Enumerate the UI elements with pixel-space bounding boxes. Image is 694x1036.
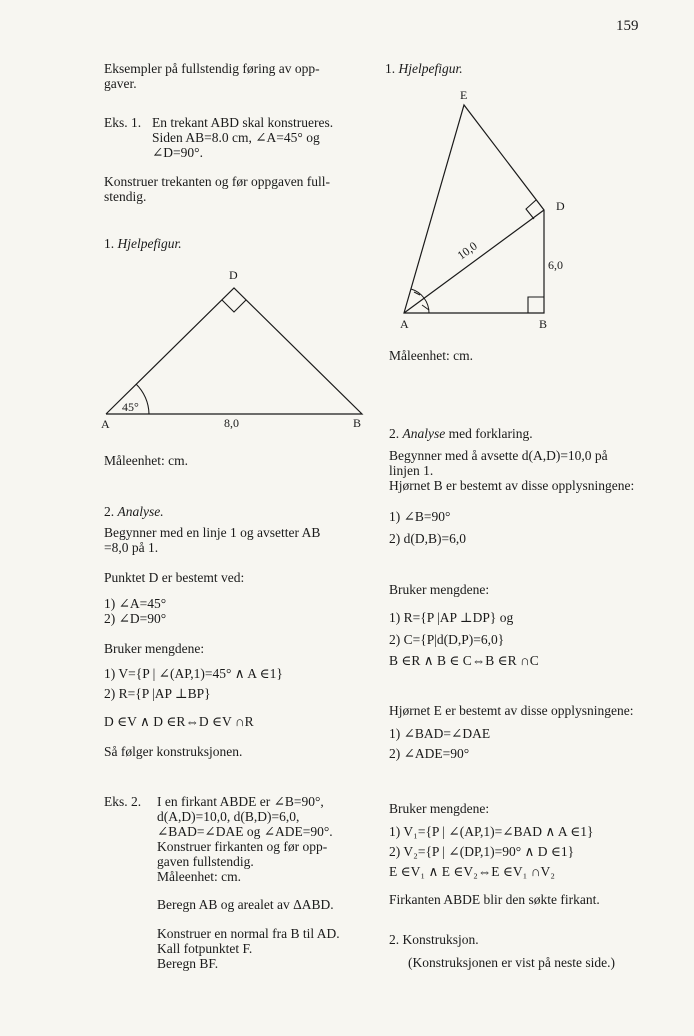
set-r: 2) R={P |AP ⊥BP} (104, 686, 211, 701)
label-a: A (101, 417, 110, 431)
diagonal-ad (404, 210, 544, 313)
eks2-line-4: Konstruer firkanten og før opp- (157, 839, 328, 854)
konstruksjon-note: (Konstruksjonen er vist på neste side.) (408, 955, 615, 970)
hjelpefigur-heading-left: 1. Hjelpefigur. (104, 236, 182, 251)
analyse-heading-right: 2. Analyse med forklaring. (389, 426, 533, 441)
label-d-right: D (556, 199, 565, 213)
eks2-label: Eks. 2. (104, 794, 142, 809)
eks2-line-2: d(A,D)=10,0, d(B,D)=6,0, (157, 809, 300, 824)
angle-arc-bad (424, 298, 429, 313)
konstruksjon-heading: 2. Konstruksjon. (389, 932, 479, 947)
intro-line-2: gaver. (104, 76, 137, 91)
set-v2: 2) V₂={P | ∠(DP,1)=90° ∧ D ∈1} (389, 844, 575, 859)
eks1-line-1: En trekant ABD skal konstrueres. (152, 115, 334, 130)
label-b-right: B (539, 317, 548, 331)
punkt-d-text: Punktet D er bestemt ved: (104, 570, 245, 585)
b-condition-2: 2) d(D,B)=6,0 (389, 531, 466, 546)
set-r-right: 1) R={P |AP ⊥DP} og (389, 610, 514, 625)
analyse-line-1: Begynner med en linje 1 og avsetter AB (104, 525, 321, 540)
label-a-right: A (400, 317, 409, 331)
e-intersection: E ∈V₁ ∧ E ∈V₂⇔E ∈V₁ ∩V₂ (389, 864, 555, 879)
e-condition-2: 2) ∠ADE=90° (389, 746, 470, 761)
eks2-line-5: gaven fullstendig. (157, 854, 254, 869)
condition-2: 2) ∠D=90° (104, 611, 167, 626)
normal-line-2: Kall fotpunktet F. (157, 941, 253, 956)
hjelpefigur-heading-right: 1. Hjelpefigur. (385, 61, 463, 76)
label-d: D (229, 268, 238, 282)
set-v: 1) V={P | ∠(AP,1)=45° ∧ A ∈1} (104, 666, 283, 681)
normal-line-3: Beregn BF. (157, 956, 219, 971)
beregn-ab-text: Beregn AB og arealet av ΔABD. (157, 897, 334, 912)
konstruer-line-2: stendig. (104, 189, 147, 204)
begynner-line-2: linjen 1. (389, 463, 434, 478)
right-angle-mark-d2 (526, 200, 536, 219)
analyse-line-2: =8,0 på 1. (104, 540, 159, 555)
normal-line-1: Konstruer en normal fra B til AD. (157, 926, 340, 941)
begynner-line-1: Begynner med å avsette d(A,D)=10,0 på (389, 448, 608, 463)
b-condition-1: 1) ∠B=90° (389, 509, 451, 524)
analyse-heading-left: 2. Analyse. (104, 504, 164, 519)
eks1-line-3: ∠D=90°. (152, 145, 203, 160)
eks2-line-1: I en firkant ABDE er ∠B=90°, (157, 794, 324, 809)
bruker-mengdene-right-2: Bruker mengdene: (389, 801, 490, 816)
intro-line-1: Eksempler på fullstendig føring av opp- (104, 61, 320, 76)
e-condition-1: 1) ∠BAD=∠DAE (389, 726, 491, 741)
side-label-ab: 8,0 (224, 416, 239, 430)
maaleenhet-left: Måleenhet: cm. (104, 453, 188, 468)
page-number: 159 (616, 18, 639, 34)
side-label-ad: 10,0 (454, 238, 480, 263)
eks1-line-2: Siden AB=8.0 cm, ∠A=45° og (152, 130, 320, 145)
side-label-bd: 6,0 (548, 258, 563, 272)
label-e: E (460, 88, 468, 102)
firkanten-text: Firkanten ABDE blir den søkte firkant. (389, 892, 600, 907)
eks1-label: Eks. 1. (104, 115, 142, 130)
angle-label-45: 45° (122, 400, 139, 414)
b-intersection: B ∈R ∧ B ∈ C⇔B ∈R ∩C (389, 653, 539, 668)
bruker-mengdene-left: Bruker mengdene: (104, 641, 205, 656)
set-v1: 1) V₁={P | ∠(AP,1)=∠BAD ∧ A ∈1} (389, 824, 594, 839)
hjornet-e-text: Hjørnet E er bestemt av disse opplysningene: (389, 703, 634, 718)
right-angle-mark-b (528, 297, 544, 313)
d-intersection: D ∈V ∧ D ∈R⇔D ∈V ∩R (104, 714, 254, 729)
maaleenhet-right: Måleenhet: cm. (389, 348, 473, 363)
bruker-mengdene-right-1: Bruker mengdene: (389, 582, 490, 597)
quadrilateral-abde (404, 105, 544, 313)
label-b: B (353, 416, 362, 430)
condition-1: 1) ∠A=45° (104, 596, 167, 611)
saa-folger-text: Så følger konstruksjonen. (104, 744, 243, 759)
eks2-line-6: Måleenhet: cm. (157, 869, 241, 884)
set-c: 2) C={P|d(D,P)=6,0} (389, 632, 505, 647)
konstruer-line-1: Konstruer trekanten og før oppgaven full- (104, 174, 331, 189)
hjornet-b-text: Hjørnet B er bestemt av disse opplysningene: (389, 478, 635, 493)
eks2-line-3: ∠BAD=∠DAE og ∠ADE=90°. (157, 824, 333, 839)
right-angle-mark-d (222, 300, 246, 312)
triangle-abd-figure (98, 262, 370, 434)
quadrilateral-abde-figure (396, 88, 576, 338)
